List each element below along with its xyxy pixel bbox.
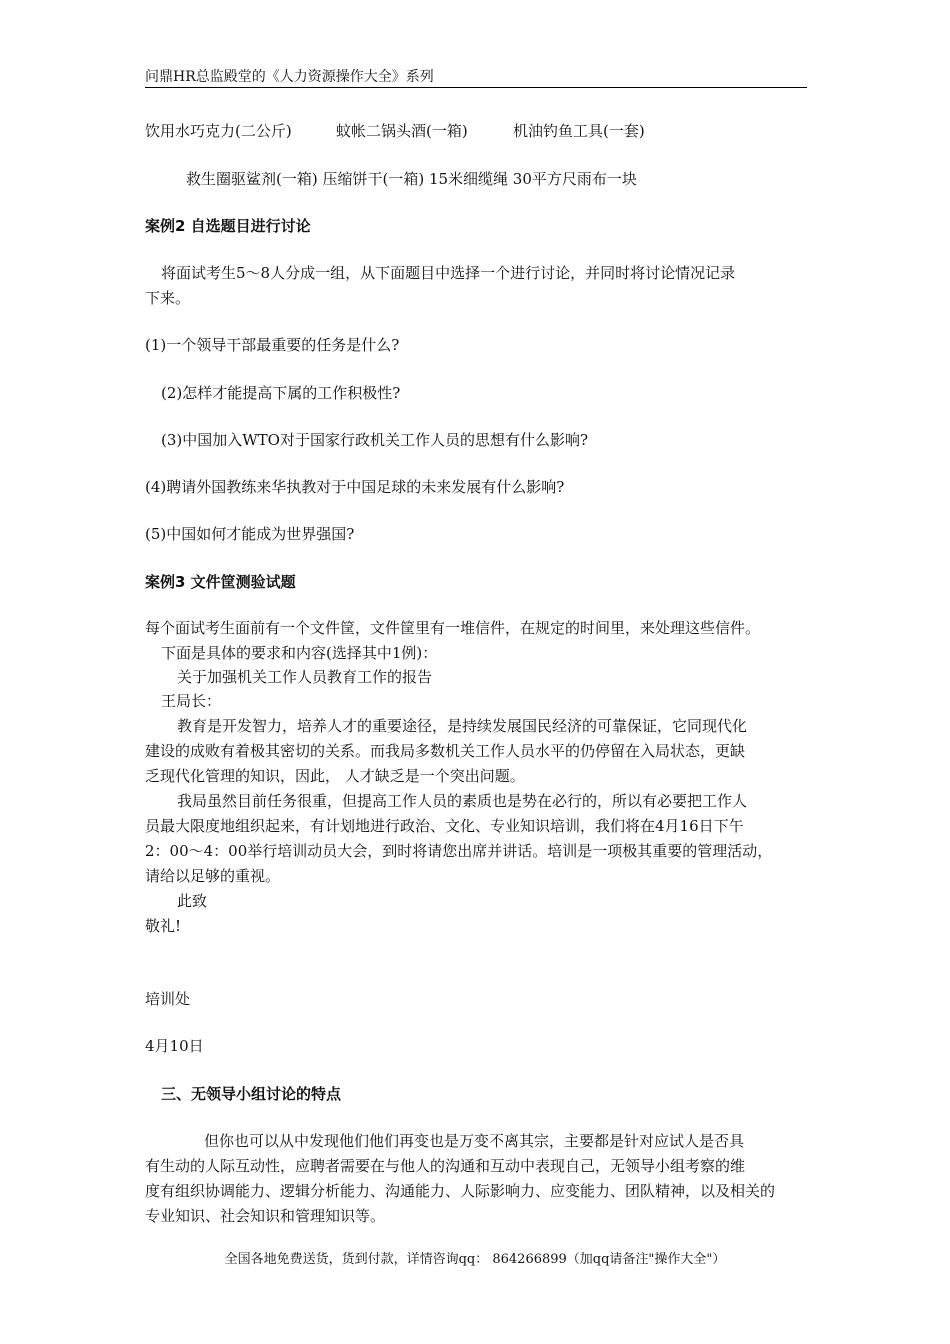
case2-question-4: (4)聘请外国教练来华执教对于中国足球的未来发展有什么影响? [145,478,565,496]
page-footer: 全国各地免费送货，货到付款，详情咨询qq： 864266899（加qq请备注"操作大全"） [224,1252,726,1267]
report-sender: 培训处 [145,990,191,1008]
item-list-1a: 饮用水巧克力(二公斤) [145,122,292,140]
case2-question-5: (5)中国如何才能成为世界强国? [145,525,355,543]
report-para2-line3: 2：00～4：00举行培训动员大会，到时将请您出席并讲话。培训是一项极其重要的管理活动， [145,842,773,860]
case2-question-3: (3)中国加入WTO对于国家行政机关工作人员的思想有什么影响? [161,431,589,449]
section3-line1: 但你也可以从中发现他们他们再变也是万变不离其宗，主要都是针对应试人是否具 [204,1132,745,1150]
report-closing-2: 敬礼! [145,917,182,935]
report-para2-line4: 请给以足够的重视。 [145,867,281,885]
case2-question-1: (1)一个领导干部最重要的任务是什么? [145,336,400,354]
item-list-1c: 机油钓鱼工具(一套) [513,122,645,140]
section3-title: 三、无领导小组讨论的特点 [161,1085,342,1103]
report-title: 关于加强机关工作人员教育工作的报告 [177,668,433,686]
report-para1-line3: 乏现代化管理的知识，因此， 人才缺乏是一个突出问题。 [145,767,525,785]
report-para1-line2: 建设的成败有着极其密切的关系。而我局多数机关工作人员水平的仍停留在入局状态，更缺 [145,742,746,760]
case2-title: 案例2 自选题目进行讨论 [145,217,311,235]
report-salutation: 王局长： [161,692,222,710]
report-closing-1: 此致 [177,892,208,910]
case3-intro: 每个面试考生面前有一个文件筐，文件筐里有一堆信件，在规定的时间里，来处理这些信件。 [145,619,761,637]
header-divider [145,87,807,88]
report-para2-line1: 我局虽然目前任务很重，但提高工作人员的素质也是势在必行的，所以有必要把工作人 [177,792,748,810]
item-list-2: 救生圈驱鲨剂(一箱) 压缩饼干(一箱) 15米细缆绳 30平方尺雨布一块 [186,170,637,188]
case2-question-2: (2)怎样才能提高下属的工作积极性? [161,384,401,402]
section3-line3: 度有组织协调能力、逻辑分析能力、沟通能力、人际影响力、应变能力、团队精神，以及相关的 [145,1182,776,1200]
report-para2-line2: 员最大限度地组织起来，有计划地进行政治、文化、专业知识培训，我们将在4月16日下午 [145,817,744,835]
page-header-title: 问鼎HR总监殿堂的《人力资源操作大全》系列 [145,69,434,85]
report-date: 4月10日 [145,1037,204,1055]
item-list-1b: 蚊帐二锅头酒(一箱) [336,122,468,140]
section3-line2: 有生动的人际互动性，应聘者需要在与他人的沟通和互动中表现自己，无领导小组考察的维 [145,1157,746,1175]
case2-intro-line2: 下来。 [145,289,191,307]
case3-requirement: 下面是具体的要求和内容(选择其中1例)： [161,644,438,662]
report-para1-line1: 教育是开发智力，培养人才的重要途径，是持续发展国民经济的可靠保证，它同现代化 [177,717,748,735]
case3-title: 案例3 文件筐测验试题 [145,573,296,591]
section3-line4: 专业知识、社会知识和管理知识等。 [145,1207,386,1225]
case2-intro-line1: 将面试考生5～8人分成一组，从下面题目中选择一个进行讨论，并同时将讨论情况记录 [161,264,736,282]
